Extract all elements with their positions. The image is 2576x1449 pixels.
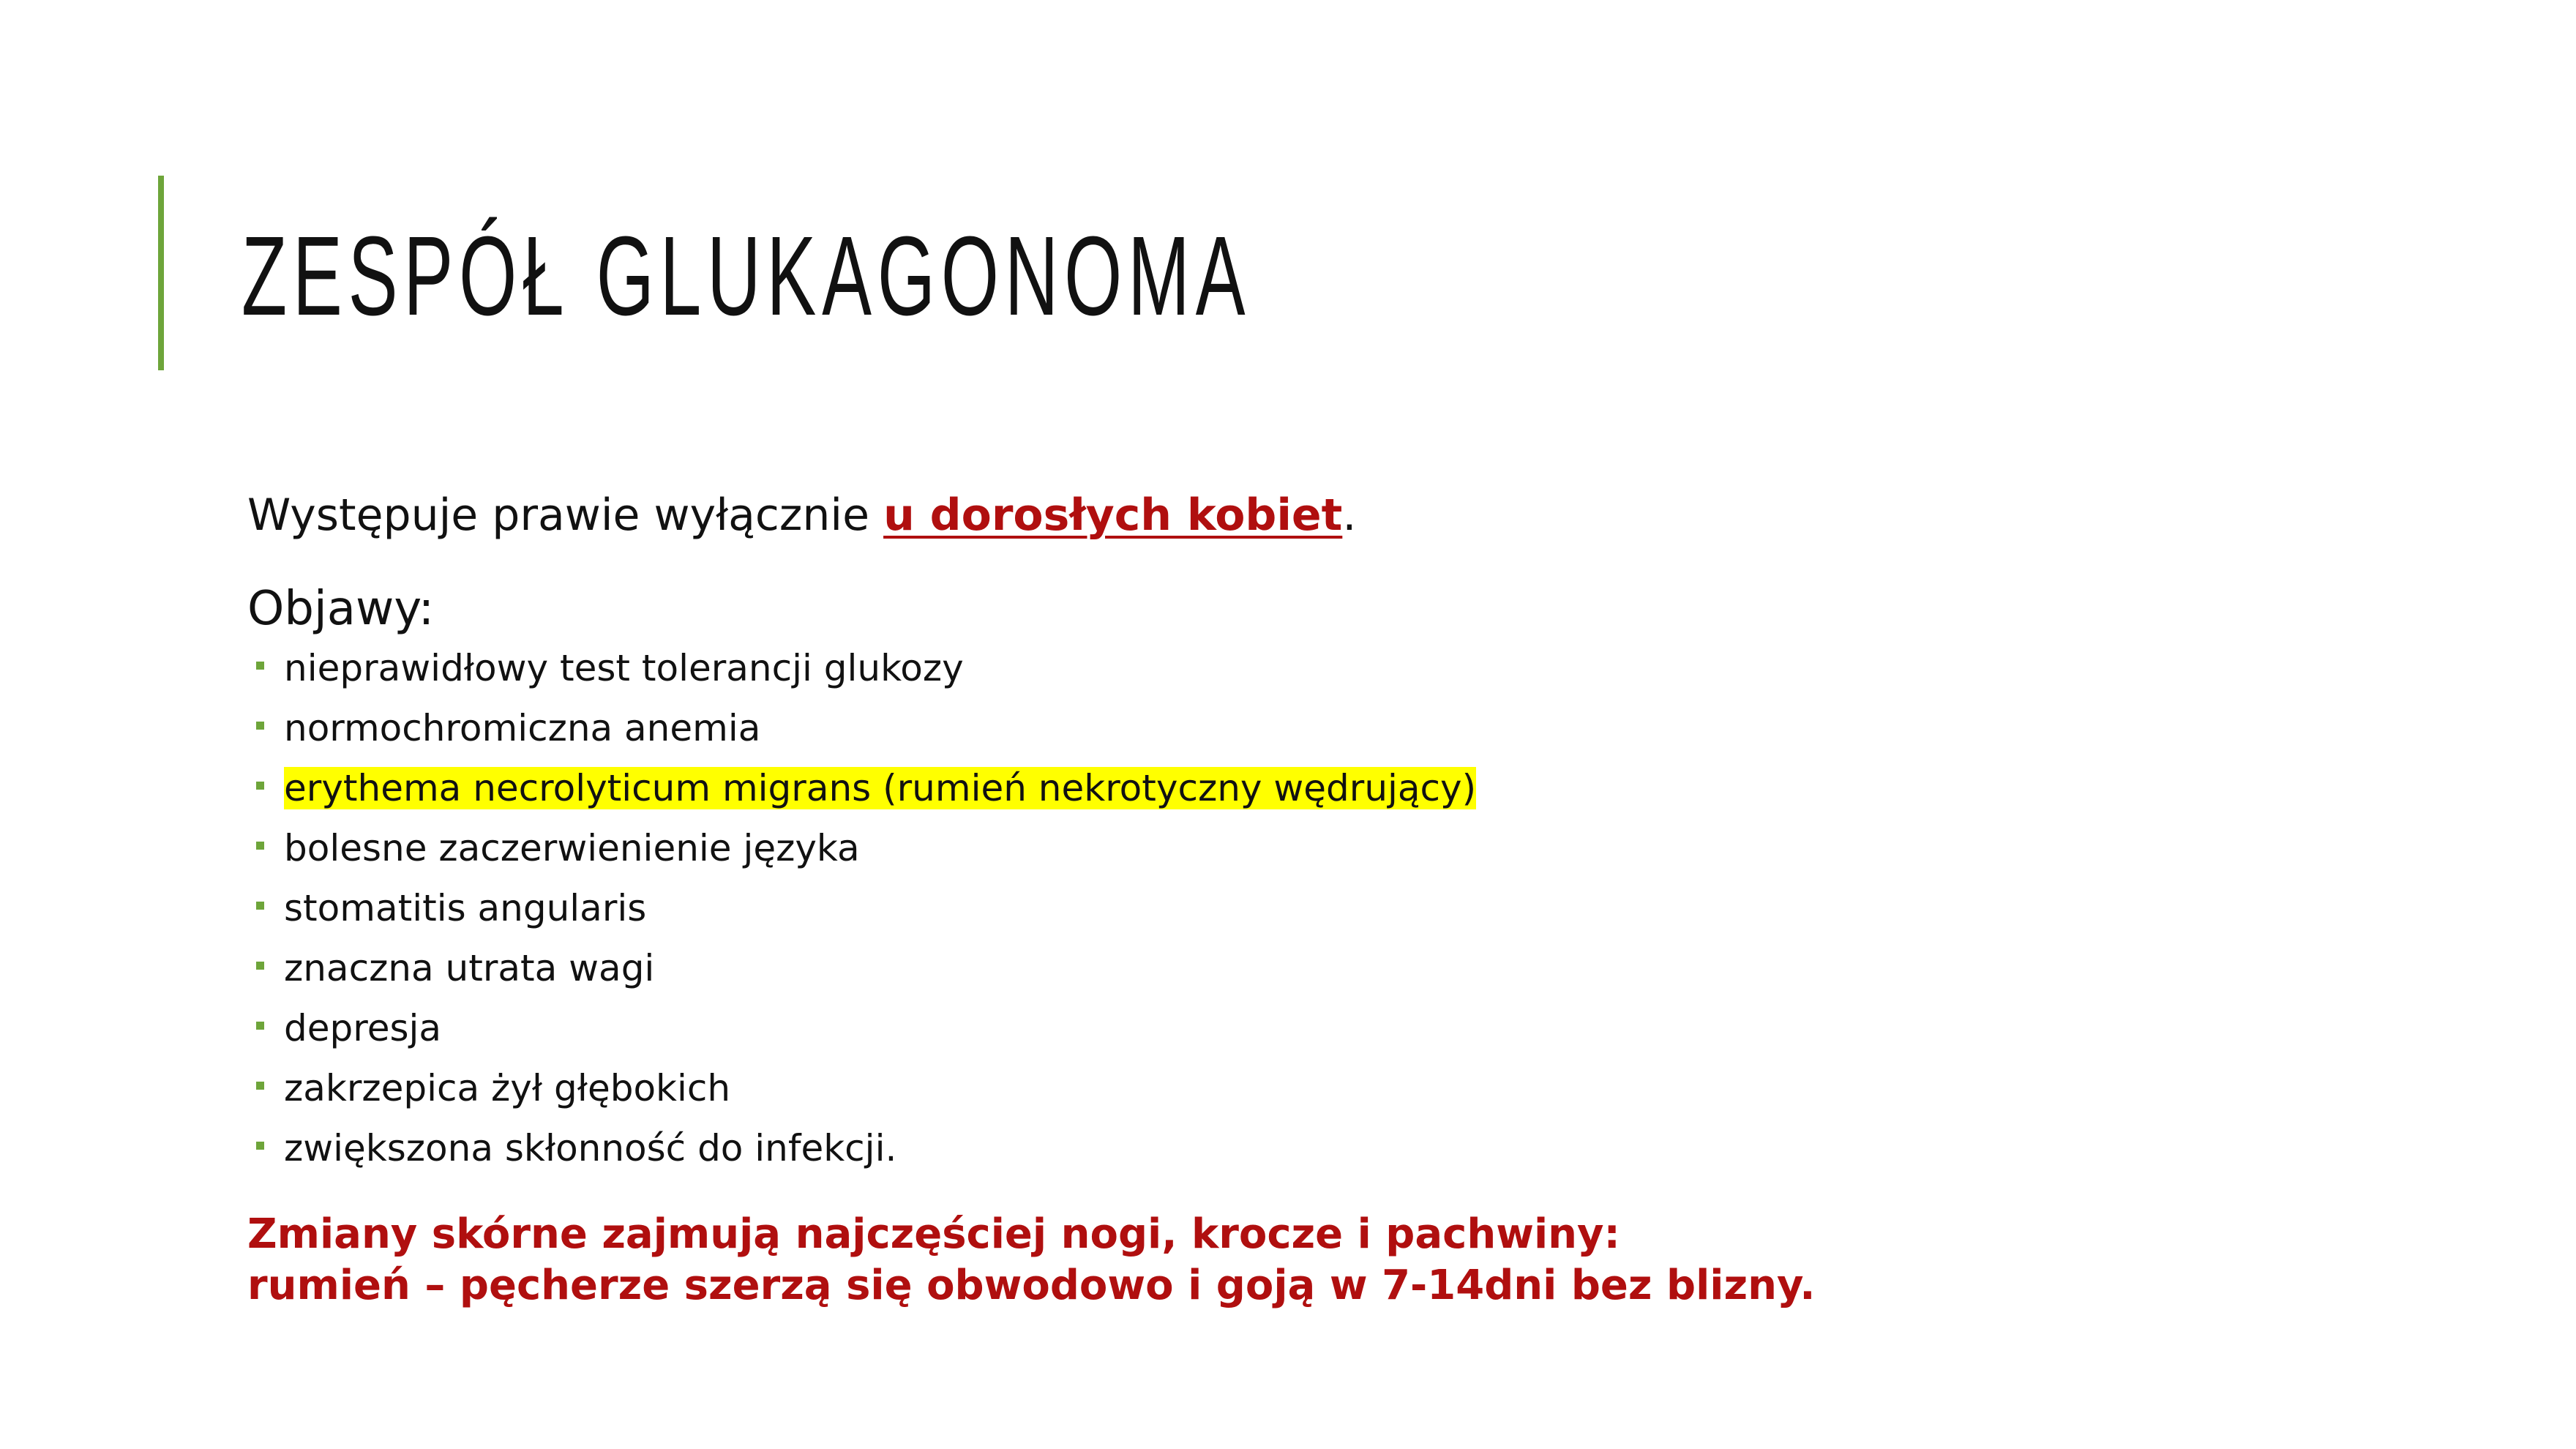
square-bullet-icon xyxy=(256,662,264,670)
symptom-text: bolesne zaczerwienienie języka xyxy=(284,827,860,869)
square-bullet-icon xyxy=(256,1022,264,1030)
square-bullet-icon xyxy=(256,722,264,730)
symptom-item xyxy=(256,698,1476,758)
title-accent-bar xyxy=(158,176,164,370)
symptom-text: zwiększona skłonność do infekcji. xyxy=(284,1127,897,1169)
symptom-text: stomatitis angularis xyxy=(284,887,647,929)
square-bullet-icon xyxy=(256,962,264,970)
symptom-item xyxy=(256,878,1476,938)
symptom-text: depresja xyxy=(284,1007,442,1049)
symptom-item xyxy=(256,998,1476,1058)
square-bullet-icon xyxy=(256,782,264,790)
symptom-item xyxy=(256,758,1476,818)
intro-emphasis: u dorosłych kobiet xyxy=(883,490,1343,541)
symptom-text: znaczna utrata wagi xyxy=(284,947,655,989)
intro-text: Występuje prawie wyłącznie xyxy=(247,490,884,541)
slide-title: ZESPÓŁ GLUKAGONOMA xyxy=(242,213,1251,339)
symptom-item xyxy=(256,638,1476,698)
closing-line-2: rumień – pęcherze szerzą się obwodowo i goją w 7-14dni bez blizny. xyxy=(247,1262,1816,1309)
closing-line-1: Zmiany skórne zajmują najczęściej nogi, krocze i pachwiny: xyxy=(247,1210,1620,1258)
symptom-text: zakrzepica żył głębokich xyxy=(284,1067,731,1109)
symptom-item xyxy=(256,1058,1476,1118)
symptom-item xyxy=(256,1118,1476,1178)
symptoms-heading: Objawy: xyxy=(247,582,435,636)
square-bullet-icon xyxy=(256,1082,264,1090)
symptom-text: normochromiczna anemia xyxy=(284,707,761,749)
symptom-item xyxy=(256,938,1476,998)
closing-note xyxy=(247,1209,1816,1311)
symptom-text: nieprawidłowy test tolerancji glukozy xyxy=(284,647,964,689)
intro-period: . xyxy=(1342,490,1357,541)
symptom-item xyxy=(256,818,1476,878)
intro-sentence xyxy=(247,486,1356,544)
highlighted-symptom-text: erythema necrolyticum migrans (rumień nekrotyczny wędrujący) xyxy=(284,767,1477,809)
square-bullet-icon xyxy=(256,1142,264,1150)
square-bullet-icon xyxy=(256,902,264,910)
symptoms-list xyxy=(256,638,1476,1178)
square-bullet-icon xyxy=(256,842,264,850)
